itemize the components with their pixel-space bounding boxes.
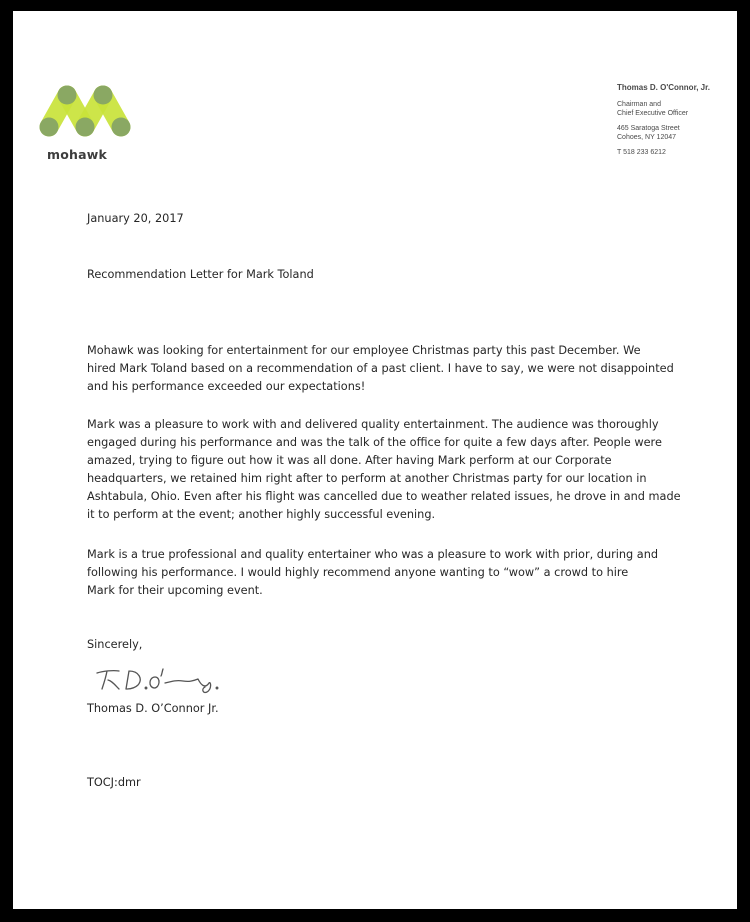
paragraph-line: Mohawk was looking for entertainment for our employee Christmas party this past December. We [87, 344, 641, 357]
paragraph-line: headquarters, we retained him right after to perform at another Christmas party for our location in [87, 472, 647, 485]
paragraph-line: Mark for their upcoming event. [87, 584, 263, 597]
logo-dot-3 [112, 118, 131, 137]
paragraph-line: engaged during his performance and was the talk of the office for quite a few days after. People were [87, 436, 662, 449]
sender-name: Thomas D. O'Connor, Jr. [617, 83, 711, 92]
closing: Sincerely, [87, 638, 143, 651]
brand-name: mohawk [47, 147, 108, 162]
paragraph-2 [87, 416, 697, 524]
logo-dot-2 [76, 118, 95, 137]
logo-dot-5 [94, 86, 113, 105]
paragraph-line: Mark is a true professional and quality entertainer who was a pleasure to work with prior, during and [87, 548, 659, 561]
paragraph-1 [87, 342, 687, 396]
logo-dot-1 [40, 118, 59, 137]
address-line: Cohoes, NY 12047 [617, 134, 677, 141]
paragraph-line: Ashtabula, Ohio. Even after his flight was cancelled due to weather related issues, he drove in and made [87, 490, 681, 503]
mohawk-logo [29, 79, 139, 179]
mohawk-logo-mark [29, 79, 139, 149]
signature-name: Thomas D. O’Connor Jr. [87, 702, 219, 715]
paragraph-line: hired Mark Toland based on a recommendation of a past client. I have to say, we were not disappointed [87, 362, 674, 375]
letter-page [13, 11, 737, 909]
sender-block [617, 83, 710, 157]
paragraph-line: amazed, trying to figure out how it was all done. After having Mark perform at our Corporate [87, 454, 612, 467]
paragraph-line: it to perform at the event; another highly successful evening. [87, 508, 436, 521]
logo-dot-4 [58, 86, 77, 105]
paragraph-line: following his performance. I would highly recommend anyone wanting to “wow” a crowd to hire [87, 566, 629, 579]
paragraph-3 [87, 546, 687, 600]
address-line: 465 Saratoga Street [617, 125, 680, 132]
letter-date: January 20, 2017 [87, 212, 184, 225]
reference-initials: TOCJ:dmr [87, 776, 141, 789]
paragraph-line: Mark was a pleasure to work with and delivered quality entertainment. The audience was thoroughly [87, 418, 659, 431]
paragraph-line: and his performance exceeded our expectations! [87, 380, 366, 393]
handwritten-signature [93, 659, 233, 699]
phone-number: T 518 233 6212 [617, 149, 666, 156]
sender-title-line: Chief Executive Officer [617, 110, 689, 117]
sender-title-line: Chairman and [617, 101, 661, 108]
letter-subject: Recommendation Letter for Mark Toland [87, 268, 314, 281]
